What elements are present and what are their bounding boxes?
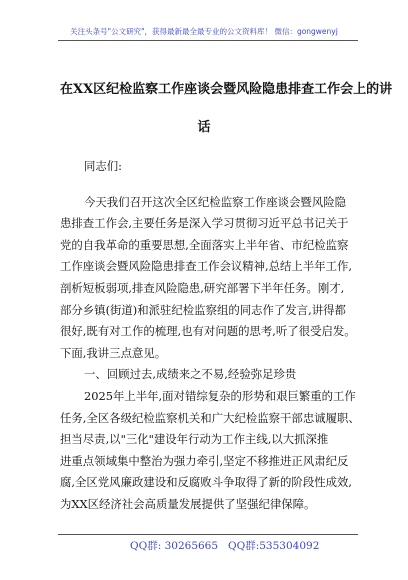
section-heading: 一、回顾过去,成绩来之不易,经验弥足珍贵	[84, 367, 297, 382]
body-line: 进重点领域集中整治为强力牵引,坚定不移推进正风肃纪反	[60, 453, 349, 468]
body-line: 今天我们召开这次全区纪检监察工作座谈会暨风险隐	[84, 194, 346, 209]
body-line: 担当尽责,以"三化"建设年行动为工作主线,以大抓深推	[60, 432, 329, 447]
body-line: 剖析短板弱项,排查风险隐患,研究部署下半年任务。刚才,	[60, 280, 345, 295]
salutation: 同志们:	[84, 159, 123, 173]
footer-divider	[58, 534, 358, 535]
body-line: 工作座谈会暨风险隐患排查工作会议精神,总结上半年工作,	[60, 259, 353, 274]
header-divider	[58, 40, 358, 41]
body-line: 下面,我讲三点意见。	[60, 345, 167, 360]
qq-group-2: QQ群:535304092	[228, 540, 320, 552]
body-line: 腐,全区党风廉政建设和反腐败斗争取得了新的阶段性成效,	[60, 475, 353, 490]
body-line: 任务,全区各级纪检监察机关和广大纪检监察干部忠诚履职、	[60, 410, 360, 425]
document-title-line-1: 在XX区纪检监察工作座谈会暨风险隐患排查工作会上的讲	[60, 82, 393, 97]
body-line: 患排查工作会,主要任务是深入学习贯彻习近平总书记关于	[60, 216, 349, 231]
document-title-line-2: 话	[197, 120, 211, 135]
body-line: 部分乡镇(街道)和派驻纪检监察组的同志作了发言,讲得都	[60, 302, 346, 317]
body-line: 2025年上半年,面对错综复杂的形势和艰巨繁重的工作	[84, 388, 356, 403]
promo-banner: 关注头条号"公文研究"，获得最新最全最专业的公文资料库！ 微信：gongwenyj	[70, 27, 338, 36]
body-line: 为XX区经济社会高质量发展提供了坚强纪律保障。	[60, 496, 316, 511]
body-line: 党的自我革命的重要思想,全面落实上半年省、市纪检监察	[60, 237, 349, 252]
qq-group-1: QQ群: 30265665	[130, 540, 219, 552]
document-body	[60, 156, 360, 516]
spacer	[60, 178, 352, 192]
body-line: 很好,既有对工作的梳理,也有对问题的思考,听了很受启发。	[60, 324, 356, 339]
